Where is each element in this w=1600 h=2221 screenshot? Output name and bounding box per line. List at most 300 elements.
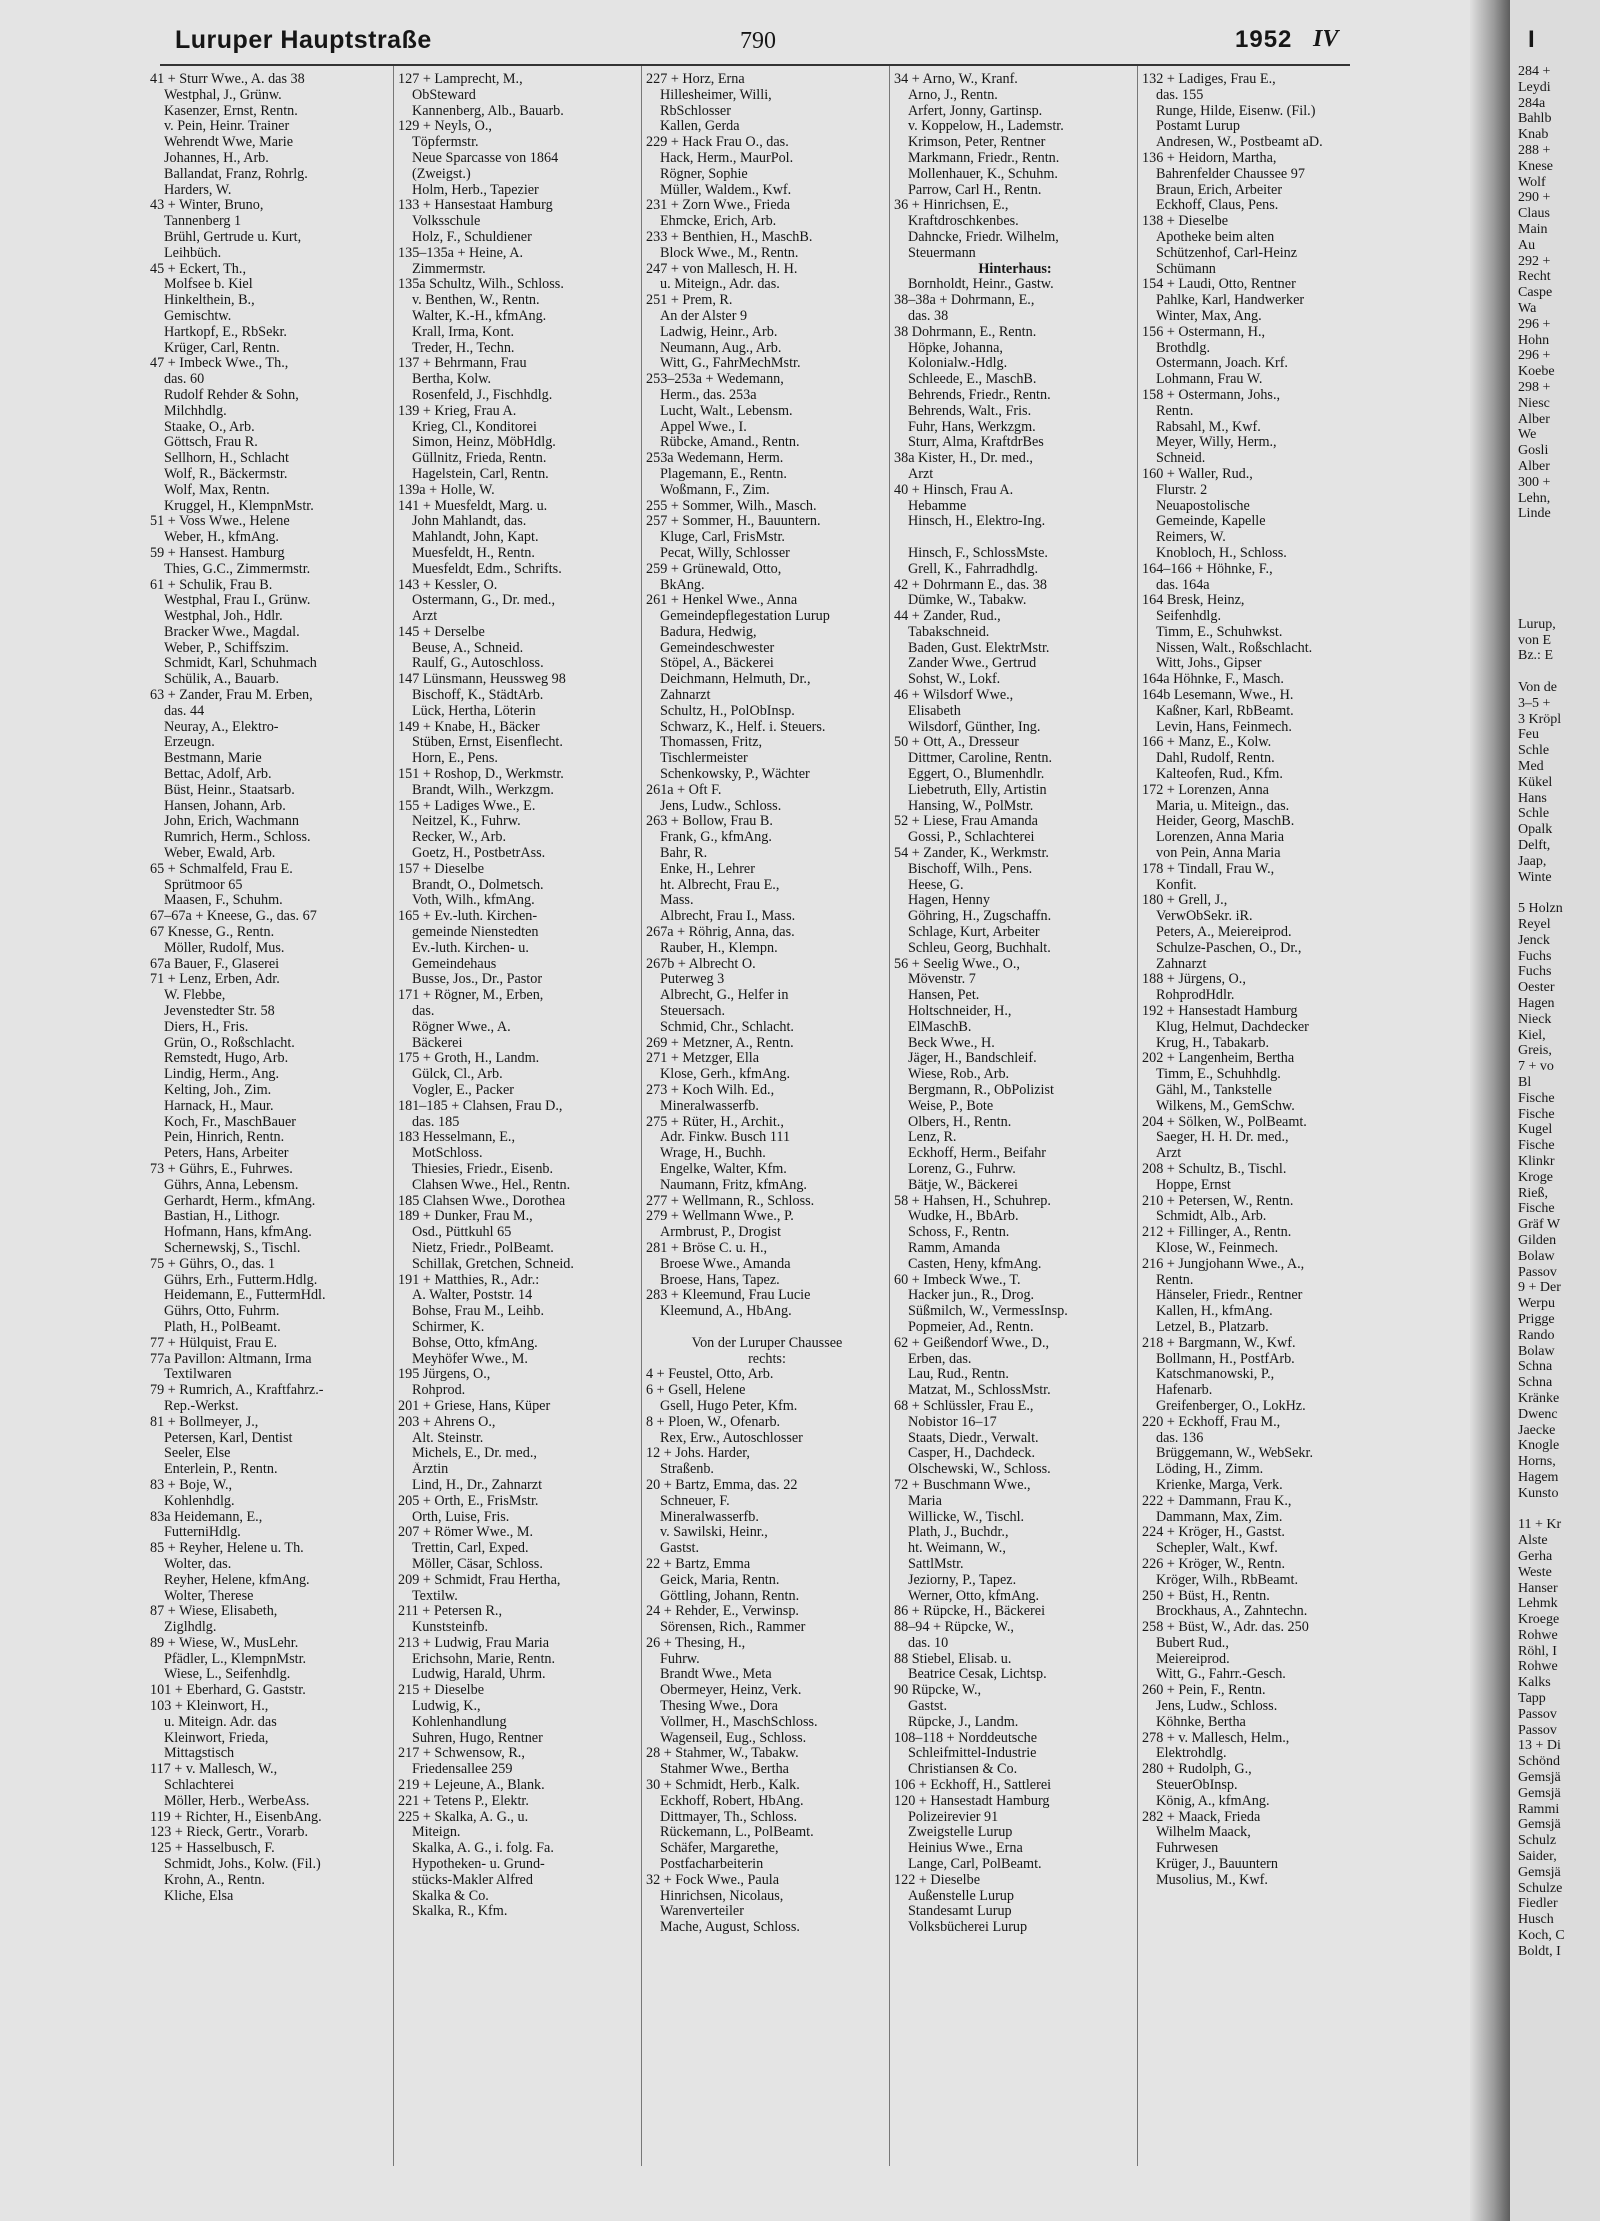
directory-entry: 253–253a + Wedemann, [646, 372, 784, 388]
directory-entry: Polizeirevier 91 [908, 1809, 999, 1825]
directory-entry: Hack, Herm., MaurPol. [660, 150, 794, 166]
facing-page-entry: Linde [1518, 506, 1551, 522]
facing-page-entry: Rammi [1518, 1801, 1560, 1817]
facing-page-entry: Schle [1518, 806, 1550, 822]
directory-entry: Erzeugn. [164, 735, 215, 751]
directory-entry: Gemeinde, Kapelle [1156, 514, 1266, 530]
directory-entry: Schultz, H., PolObInsp. [660, 703, 795, 719]
directory-entry: Busse, Jos., Dr., Pastor [412, 972, 543, 988]
directory-entry: Arzt [412, 609, 438, 625]
directory-entry: 189 + Dunker, Frau M., [398, 1209, 533, 1225]
directory-entry: Wolter, Therese [164, 1588, 254, 1604]
directory-entry: das. 136 [1156, 1430, 1204, 1446]
directory-entry: Schirmer, K. [412, 1319, 485, 1335]
facing-page-entry: Jenck [1518, 932, 1550, 948]
directory-entry: Grell, K., Fahrradhdlg. [908, 561, 1039, 577]
directory-entry: 158 + Ostermann, Johs., [1142, 387, 1281, 403]
directory-entry: Olschewski, W., Schloss. [908, 1462, 1051, 1478]
directory-entry: Dittmayer, Th., Schloss. [660, 1809, 798, 1825]
facing-page-entry [1518, 554, 1600, 570]
directory-entry: 218 + Bargmann, W., Kwf. [1142, 1335, 1296, 1351]
facing-page-entry: 13 + Di [1518, 1738, 1561, 1754]
directory-entry: 181–185 + Clahsen, Frau D., [398, 1098, 563, 1114]
directory-entry: Reyher, Helene, kfmAng. [164, 1572, 310, 1588]
directory-entry: Schlachterei [164, 1778, 235, 1794]
directory-entry: Hofmann, Hans, kfmAng. [164, 1225, 312, 1241]
directory-entry: 122 + Dieselbe [894, 1872, 981, 1888]
directory-entry: Wagenseil, Eug., Schloss. [660, 1730, 807, 1746]
directory-entry: Warenverteiler [660, 1904, 744, 1920]
directory-entry: Hafenarb. [1156, 1383, 1213, 1399]
directory-entry: Töpfermstr. [412, 135, 479, 151]
directory-entry: Lind, H., Dr., Zahnarzt [412, 1477, 543, 1493]
directory-entry: stücks-Makler Alfred [412, 1872, 533, 1888]
directory-entry: BkAng. [660, 577, 705, 593]
directory-entry: Gemeindeschwester [660, 640, 775, 656]
directory-entry: Jevenstedter Str. 58 [164, 1004, 275, 1020]
directory-entry: Thomassen, Fritz, [660, 735, 763, 751]
directory-entry: Schmid, Chr., Schlacht. [660, 1019, 794, 1035]
street-heading: Luruper Hauptstraße [175, 26, 432, 54]
directory-entry: Zimmermstr. [412, 261, 486, 277]
directory-entry: Treder, H., Techn. [412, 340, 515, 356]
directory-entry: 222 + Dammann, Frau K., [1142, 1493, 1292, 1509]
facing-page-entry: Au [1518, 237, 1536, 253]
facing-page-entry: Gemsjä [1518, 1785, 1561, 1801]
facing-page-entry: Saider, [1518, 1849, 1557, 1865]
directory-entry: Recker, W., Arb. [412, 830, 506, 846]
column-divider [889, 66, 890, 2166]
directory-entry: Ladwig, Heinr., Arb. [660, 324, 778, 340]
directory-entry: Thiesies, Friedr., Eisenb. [412, 1161, 554, 1177]
directory-entry: Timm, E., Schuhhdlg. [1156, 1067, 1281, 1083]
facing-page-entry: 5 Holzn [1518, 901, 1563, 917]
facing-page-entry: Hans [1518, 790, 1547, 806]
directory-entry: Tannenberg 1 [164, 214, 242, 230]
directory-entry: Arno, J., Rentn. [908, 87, 998, 103]
facing-page-entry: Werpu [1518, 1296, 1555, 1312]
directory-entry: 44 + Zander, Rud., [894, 609, 1001, 625]
facing-page-entry: Hohn [1518, 332, 1550, 348]
facing-page-entry: Main [1518, 221, 1548, 237]
column-4 [894, 72, 1136, 2192]
directory-entry: Lucht, Walt., Lebensm. [660, 403, 793, 419]
directory-entry: Bubert Rud., [1156, 1635, 1229, 1651]
directory-entry: Hacker jun., R., Drog. [908, 1288, 1035, 1304]
facing-page-entry: Koebe [1518, 364, 1555, 380]
directory-entry: Staake, O., Arb. [164, 419, 255, 435]
directory-entry: 83 + Boje, W., [150, 1477, 233, 1493]
facing-page-entry: Alber [1518, 458, 1550, 474]
directory-entry: Möller, Cäsar, Schloss. [412, 1556, 543, 1572]
directory-entry: 212 + Fillinger, A., Rentn. [1142, 1225, 1292, 1241]
directory-entry: Heese, G. [908, 877, 964, 893]
directory-entry: 267b + Albrecht O. [646, 956, 756, 972]
directory-entry: das. [412, 1004, 435, 1020]
facing-page-entry: Tapp [1518, 1691, 1546, 1707]
directory-entry: Meiereiprod. [1156, 1651, 1230, 1667]
directory-entry: Reimers, W. [1156, 530, 1226, 546]
facing-page-entry: 300 + [1518, 474, 1551, 490]
directory-entry: Lenz, R. [908, 1130, 957, 1146]
directory-entry: Rex, Erw., Autoschlosser [660, 1430, 803, 1446]
directory-entry: 28 + Stahmer, W., Tabakw. [646, 1746, 799, 1762]
directory-entry: Schmidt, Karl, Schuhmach [164, 656, 317, 672]
directory-entry: 132 + Ladiges, Frau E., [1142, 72, 1276, 87]
directory-entry: u. Miteign. Adr. das [164, 1714, 277, 1730]
directory-entry: 166 + Manz, E., Kolw. [1142, 735, 1272, 751]
directory-entry: 156 + Ostermann, H., [1142, 324, 1266, 340]
directory-entry: Steuermann [908, 245, 976, 261]
directory-entry: Staats, Diedr., Verwalt. [908, 1430, 1039, 1446]
directory-entry: Schützenhof, Carl-Heinz [1156, 245, 1298, 261]
directory-entry: 139a + Holle, W. [398, 482, 495, 498]
directory-entry: Mövenstr. 7 [908, 972, 976, 988]
directory-entry: Zahnarzt [1156, 956, 1207, 972]
directory-entry: Krall, Irma, Kont. [412, 324, 515, 340]
column-2 [398, 72, 640, 2192]
directory-entry: Schulze-Paschen, O., Dr., [1156, 940, 1302, 956]
directory-entry: Voth, Wilh., kfmAng. [412, 893, 535, 909]
directory-entry: Schenkowsky, P., Wächter [660, 767, 810, 783]
facing-page-entry [1518, 601, 1600, 617]
directory-entry: Friedensallee 259 [412, 1762, 513, 1778]
directory-entry: 87 + Wiese, Elisabeth, [150, 1604, 278, 1620]
facing-page-entry: Jaap, [1518, 853, 1547, 869]
directory-entry: Hagen, Henny [908, 893, 990, 909]
directory-entry: 67a Bauer, F., Glaserei [150, 956, 280, 972]
directory-entry: 81 + Bollmeyer, J., [150, 1414, 259, 1430]
directory-entry: 8 + Ploen, W., Ofenarb. [646, 1414, 781, 1430]
directory-entry: Letzel, B., Platzarb. [1156, 1319, 1269, 1335]
directory-entry: Dahl, Rudolf, Rentn. [1156, 751, 1275, 767]
directory-entry: Hagelstein, Carl, Rentn. [412, 466, 549, 482]
directory-entry: 20 + Bartz, Emma, das. 22 [646, 1477, 798, 1493]
directory-entry: 220 + Eckhoff, Frau M., [1142, 1414, 1281, 1430]
directory-entry: Gerhardt, Herm., kfmAng. [164, 1193, 316, 1209]
directory-entry: Clahsen Wwe., Hel., Rentn. [412, 1177, 571, 1193]
facing-page-entry: 290 + [1518, 190, 1551, 206]
directory-entry: Wolter, das. [164, 1556, 232, 1572]
directory-entry: Kliche, Elsa [164, 1888, 234, 1904]
directory-entry: 207 + Römer Wwe., M. [398, 1525, 534, 1541]
directory-entry: Möller, Rudolf, Mus. [164, 940, 285, 956]
directory-entry: Puterweg 3 [660, 972, 725, 988]
directory-entry: Lorenzen, Anna Maria [1156, 830, 1285, 846]
facing-page-entry: 3 Kröpl [1518, 711, 1562, 727]
directory-entry: Wilkens, M., GemSchw. [1156, 1098, 1295, 1114]
facing-page-entry: Hagen [1518, 996, 1555, 1012]
directory-entry: Milchhdlg. [164, 403, 227, 419]
directory-entry: Bahr, R. [660, 846, 708, 862]
facing-page-entry: Dwenc [1518, 1406, 1558, 1422]
directory-entry: 103 + Kleinwort, H., [150, 1699, 269, 1715]
directory-entry: Kalteofen, Rud., Kfm. [1156, 767, 1283, 783]
directory-entry: Thesing Wwe., Dora [660, 1699, 778, 1715]
directory-entry: Plagemann, E., Rentn. [660, 466, 787, 482]
directory-entry: SteuerObInsp. [1156, 1778, 1238, 1794]
directory-entry: Steuersach. [660, 1004, 726, 1020]
directory-entry: Tischlermeister [660, 751, 748, 767]
directory-entry: Katschmanowski, P., [1156, 1367, 1275, 1383]
directory-entry: VerwObSekr. iR. [1156, 909, 1253, 925]
directory-entry: Fuhrw. [660, 1651, 700, 1667]
facing-page-entry: Knese [1518, 158, 1553, 174]
directory-entry: Schümann [1156, 261, 1216, 277]
facing-page-entry: Niesc [1518, 395, 1550, 411]
directory-entry: Kleinwort, Frieda, [164, 1730, 269, 1746]
directory-entry: 123 + Rieck, Gertr., Vorarb. [150, 1825, 308, 1841]
directory-entry: Schoss, F., Rentn. [908, 1225, 1010, 1241]
directory-entry: 68 + Schlüssler, Frau E., [894, 1398, 1034, 1414]
directory-entry: Rüpcke, J., Landm. [908, 1714, 1019, 1730]
directory-entry: Neuapostolische [1156, 498, 1250, 514]
directory-entry: Sellhorn, H., Schlacht [164, 451, 289, 467]
directory-entry: 267a + Röhrig, Anna, das. [646, 925, 795, 941]
directory-entry: Saeger, H. H. Dr. med., [1156, 1130, 1289, 1146]
directory-entry: 119 + Richter, H., EisenbAng. [150, 1809, 322, 1825]
directory-entry: 135–135a + Heine, A. [398, 245, 524, 261]
directory-entry: Christiansen & Co. [908, 1762, 1018, 1778]
directory-entry: v. Benthen, W., Rentn. [412, 293, 540, 309]
directory-entry: Neuray, A., Elektro- [164, 719, 279, 735]
facing-page-entry: Hanser [1518, 1580, 1558, 1596]
facing-page-entry: Gilden [1518, 1232, 1557, 1248]
directory-entry: Flurstr. 2 [1156, 482, 1208, 498]
directory-entry: Wiese, L., Seifenhdlg. [164, 1667, 291, 1683]
directory-entry: Rögner, Sophie [660, 166, 748, 182]
directory-entry: Möller, Herb., WerbeAss. [164, 1793, 310, 1809]
directory-entry: 164b Lesemann, Wwe., H. [1142, 688, 1294, 704]
directory-entry: 269 + Metzner, A., Rentn. [646, 1035, 794, 1051]
directory-entry: Peters, Hans, Arbeiter [164, 1146, 289, 1162]
facing-page-column [1510, 64, 1600, 1960]
directory-entry: Runge, Hilde, Eisenw. (Fil.) [1156, 103, 1316, 119]
directory-entry: Broese, Hans, Tapez. [660, 1272, 780, 1288]
directory-entry: Brüggemann, W., WebSekr. [1156, 1446, 1314, 1462]
directory-entry: Kohlenhdlg. [164, 1493, 235, 1509]
directory-entry: Simon, Heinz, MöbHdlg. [412, 435, 556, 451]
directory-entry: 219 + Lejeune, A., Blank. [398, 1778, 545, 1794]
directory-entry: Rückemann, L., PolBeamt. [660, 1825, 814, 1841]
facing-page-entry: Fische [1518, 1201, 1555, 1217]
facing-page-entry: Kugel [1518, 1122, 1553, 1138]
directory-entry: 183 Hesselmann, E., [398, 1130, 516, 1146]
directory-entry: Gähl, M., Tankstelle [1156, 1083, 1272, 1098]
directory-entry: Postfacharbeiterin [660, 1857, 764, 1873]
directory-entry: Heinius Wwe., Erna [908, 1841, 1023, 1857]
directory-entry: Bäckerei [412, 1035, 463, 1051]
directory-entry: Maria, u. Miteign., das. [1156, 798, 1290, 814]
column-divider [641, 66, 642, 2166]
facing-page-entry: 288 + [1518, 142, 1551, 158]
directory-entry: Vollmer, H., MaschSchloss. [660, 1714, 818, 1730]
directory-entry: 88 Stiebel, Elisab. u. [894, 1651, 1012, 1667]
directory-entry: von Pein, Anna Maria [1156, 846, 1281, 862]
directory-entry: Kluge, Carl, FrisMstr. [660, 530, 785, 546]
directory-entry: Außenstelle Lurup [908, 1888, 1014, 1904]
directory-entry: 141 + Muesfeldt, Marg. u. [398, 498, 548, 514]
facing-page-entry: Bl [1518, 1075, 1532, 1090]
directory-entry: Naumann, Fritz, kfmAng. [660, 1177, 807, 1193]
directory-entry: Schäfer, Margarethe, [660, 1841, 779, 1857]
directory-entry: 75 + Gührs, O., das. 1 [150, 1256, 276, 1272]
header-rule [160, 64, 1350, 66]
directory-entry: ht. Weimann, W., [908, 1541, 1006, 1557]
directory-entry: Dümke, W., Tabakw. [908, 593, 1027, 609]
directory-entry: Block Wwe., M., Rentn. [660, 245, 799, 261]
facing-page-entry: Wolf [1518, 174, 1546, 190]
facing-page-entry: Claus [1518, 206, 1550, 222]
directory-entry: Sprütmoor 65 [164, 877, 243, 893]
directory-entry: Skalka & Co. [412, 1888, 489, 1904]
directory-entry: Kröger, Wilh., RbBeamt. [1156, 1572, 1299, 1588]
facing-page-entry: Fische [1518, 1138, 1555, 1154]
directory-entry: Lange, Carl, PolBeamt. [908, 1857, 1042, 1873]
directory-entry: 106 + Eckhoff, H., Sattlerei [894, 1778, 1052, 1794]
facing-page-entry [1518, 522, 1600, 538]
directory-entry: Holm, Herb., Tapezier [412, 182, 539, 198]
directory-entry: das. 10 [908, 1635, 949, 1651]
directory-entry: 108–118 + Norddeutsche [894, 1730, 1038, 1746]
directory-entry: Bergmann, R., ObPolizist [908, 1083, 1054, 1098]
facing-page-entry: Schna [1518, 1359, 1553, 1375]
directory-entry: 221 + Tetens P., Elektr. [398, 1793, 529, 1809]
directory-entry: Stahmer Wwe., Bertha [660, 1762, 789, 1778]
directory-entry: 229 + Hack Frau O., das. [646, 135, 789, 151]
facing-page-entry: Gemsjä [1518, 1817, 1561, 1833]
directory-entry: Witt, G., FahrMechMstr. [660, 356, 801, 372]
directory-entry: Kallen, Gerda [660, 119, 740, 135]
directory-entry: Hansen, Johann, Arb. [164, 798, 286, 814]
directory-entry: 261a + Oft F. [646, 782, 722, 798]
directory-entry: 275 + Rüter, H., Archit., [646, 1114, 784, 1130]
directory-entry: Dahncke, Friedr. Wilhelm, [908, 229, 1059, 245]
directory-entry: Ostermann, Joach. Krf. [1156, 356, 1288, 372]
directory-entry: Zander Wwe., Gertrud [908, 656, 1037, 672]
directory-entry: 151 + Roshop, D., Werkmstr. [398, 767, 564, 783]
directory-entry: Stöpel, A., Bäckerei [660, 656, 774, 672]
directory-entry: Zahnarzt [660, 688, 711, 704]
directory-entry: Bollmann, H., PostfArb. [1156, 1351, 1295, 1367]
directory-entry: Schmidt, Johs., Kolw. (Fil.) [164, 1857, 321, 1873]
facing-page-entry: Reyel [1518, 917, 1551, 933]
directory-entry: Bohse, Frau M., Leihb. [412, 1304, 545, 1320]
directory-entry: 231 + Zorn Wwe., Frieda [646, 198, 791, 214]
directory-entry: Textilwaren [164, 1367, 232, 1383]
directory-entry: rechts: [748, 1351, 786, 1367]
directory-entry: 47 + Imbeck Wwe., Th., [150, 356, 289, 372]
directory-entry: 185 Clahsen Wwe., Dorothea [398, 1193, 566, 1209]
directory-entry: Broese Wwe., Amanda [660, 1256, 791, 1272]
facing-page-entry: Fische [1518, 1106, 1555, 1122]
directory-entry: Behrends, Walt., Fris. [908, 403, 1032, 419]
directory-entry: Hillesheimer, Willi, [660, 87, 772, 103]
directory-entry: Weber, Ewald, Arb. [164, 846, 276, 862]
directory-entry: ElMaschB. [908, 1019, 972, 1035]
directory-entry: Arfert, Jonny, Gartinsp. [908, 103, 1043, 119]
directory-entry: Gastst. [908, 1699, 948, 1715]
directory-entry: 250 + Büst, H., Rentn. [1142, 1588, 1270, 1604]
directory-entry: Gührs, Otto, Fuhrm. [164, 1304, 280, 1320]
directory-entry: Alt. Steinstr. [412, 1430, 484, 1446]
directory-entry: Schleu, Georg, Buchhalt. [908, 940, 1051, 956]
volume-label: IV [1313, 26, 1339, 52]
facing-page-entry: Winte [1518, 869, 1552, 885]
facing-page-entry: Opalk [1518, 822, 1553, 838]
directory-entry: Brandt Wwe., Meta [660, 1667, 772, 1683]
facing-page-entry: Recht [1518, 269, 1551, 285]
directory-entry: Arzt [908, 466, 934, 482]
directory-entry: Gülck, Cl., Arb. [412, 1067, 503, 1083]
directory-entry: Konfit. [1156, 877, 1197, 893]
facing-page-entry: 296 + [1518, 348, 1551, 364]
directory-entry: Jäger, H., Bandschleif. [908, 1051, 1037, 1067]
directory-entry: Miteign. [412, 1825, 461, 1841]
facing-page-entry: Kiel, [1518, 1027, 1546, 1043]
directory-entry: Grün, O., Roßschlacht. [164, 1035, 295, 1051]
directory-entry: 201 + Griese, Hans, Küper [398, 1398, 551, 1414]
column-5 [1142, 72, 1384, 2192]
facing-page-entry: Greis, [1518, 1043, 1552, 1059]
directory-entry: König, A., kfmAng. [1156, 1793, 1270, 1809]
facing-page-entry: Koch, C [1518, 1928, 1565, 1944]
facing-page-entry: Wa [1518, 300, 1537, 316]
directory-entry: Maasen, F., Schuhm. [164, 893, 283, 909]
directory-entry: 147 Lünsmann, Heussweg 98 [398, 672, 566, 688]
directory-entry: Stüben, Ernst, Eisenflecht. [412, 735, 563, 751]
facing-page-entry [1518, 570, 1600, 586]
directory-entry: Ludwig, Harald, Uhrm. [412, 1667, 546, 1683]
column-3 [646, 72, 888, 2192]
directory-entry: Ballandat, Franz, Rohrlg. [164, 166, 308, 182]
directory-entry: Wehrendt Wwe, Marie [164, 135, 293, 151]
directory-entry: 260 + Pein, F., Rentn. [1142, 1683, 1266, 1699]
directory-entry: John Mahlandt, das. [412, 514, 527, 530]
directory-entry: Rep.-Werkst. [164, 1398, 239, 1414]
directory-entry: 135a Schultz, Wilh., Schloss. [398, 277, 564, 293]
directory-entry: Süßmilch, W., VermessInsp. [908, 1304, 1068, 1320]
directory-entry: Fuhrwesen [1156, 1841, 1219, 1857]
directory-entry: 263 + Bollow, Frau B. [646, 814, 773, 830]
directory-entry: MotSchloss. [412, 1146, 483, 1162]
facing-page-entry: Bahlb [1518, 111, 1552, 127]
directory-entry: 88–94 + Rüpcke, W., [894, 1620, 1014, 1636]
facing-page-entry: Lehmk [1518, 1596, 1558, 1612]
directory-entry: 120 + Hansestadt Hamburg [894, 1793, 1050, 1809]
directory-entry: Gossi, P., Schlachterei [908, 830, 1035, 846]
directory-entry: Koch, Fr., MaschBauer [164, 1114, 296, 1130]
directory-entry: 210 + Petersen, W., Rentn. [1142, 1193, 1294, 1209]
directory-entry: 160 + Waller, Rud., [1142, 466, 1253, 482]
directory-entry: 133 + Hansestaat Hamburg [398, 198, 553, 214]
directory-entry: Hansen, Pet. [908, 988, 980, 1004]
directory-entry: Elisabeth [908, 703, 961, 719]
directory-entry: ht. Albrecht, Frau E., [660, 877, 780, 893]
directory-entry: Volksschule [412, 214, 481, 230]
directory-entry: u. Miteign., Adr. das. [660, 277, 780, 293]
directory-entry: 38a Kister, H., Dr. med., [894, 451, 1033, 467]
directory-entry: Schneid. [1156, 451, 1206, 467]
directory-entry: Schepler, Walt., Kwf. [1156, 1541, 1278, 1557]
directory-entry: 129 + Neyls, O., [398, 119, 492, 135]
directory-entry: Hebamme [908, 498, 967, 514]
directory-entry: Skalka, R., Kfm. [412, 1904, 508, 1920]
directory-entry: Bätje, W., Bäckerei [908, 1177, 1018, 1193]
directory-entry: Horn, E., Pens. [412, 751, 498, 767]
directory-entry: Hinsch, F., SchlossMste. [908, 545, 1048, 561]
directory-entry: Osd., Püttkuhl 65 [412, 1225, 512, 1241]
